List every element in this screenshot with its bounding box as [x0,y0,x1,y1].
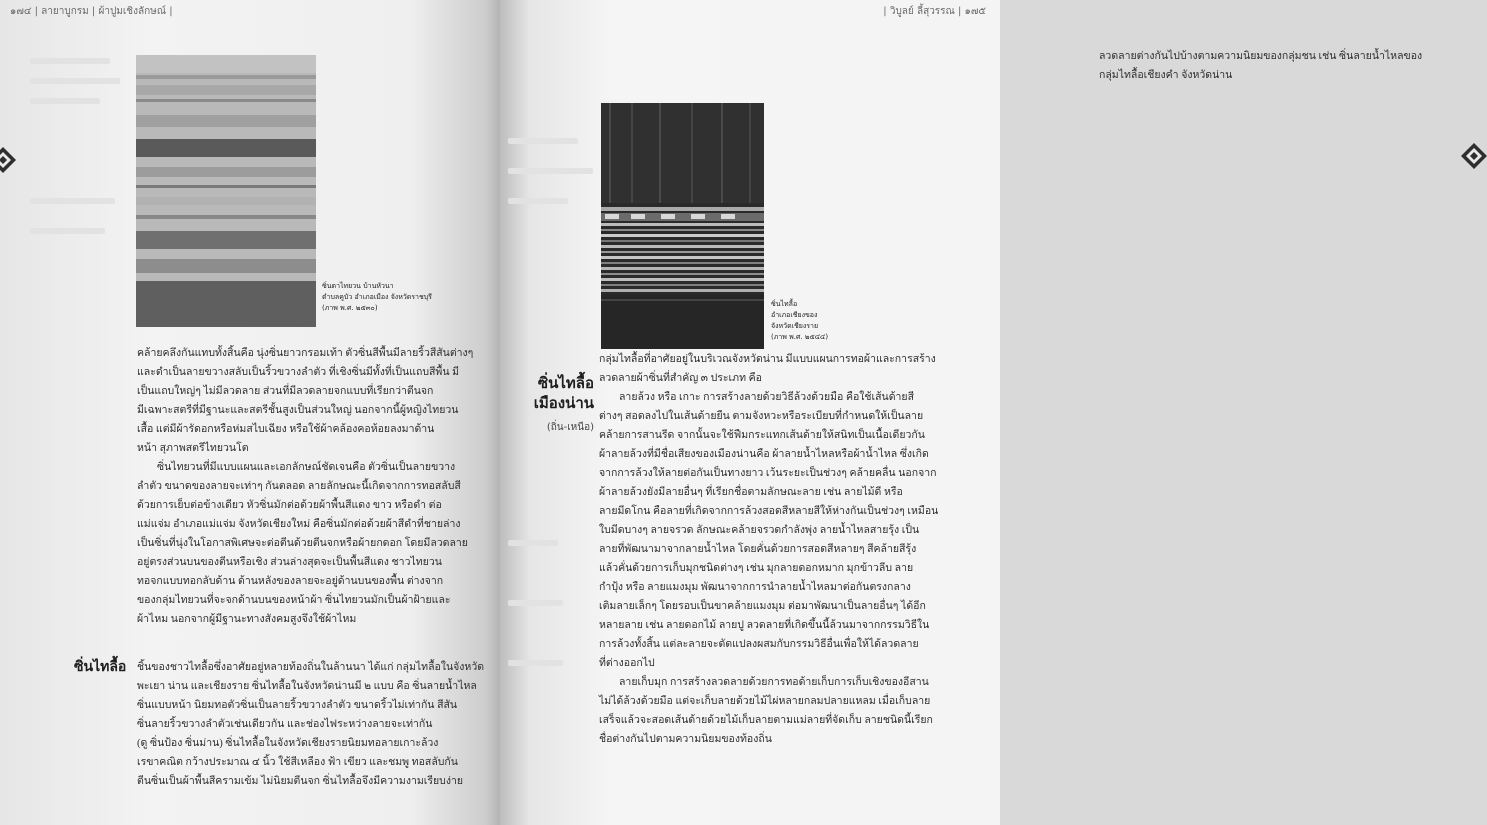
body-line: หน้า สุภาพสตรีไทยวนโต [137,443,249,454]
body-line: เสร็จแล้วจะสอดเส้นด้ายด้วยไม้เก็บลายตามแม่ลายที่จัดเก็บ ลายชนิดนี้เรียก [599,715,933,726]
show-through-text [30,58,110,64]
body-line: ของกลุ่มไทยวนที่จะจกด้านบนของหน้าผ้า ซิ่นไทยวนมักเป็นผ้าฝ้ายและ [137,595,451,606]
photo-caption-left [322,281,432,314]
body-line: (ดู ซิ่นป้อง ซิ่นม่าน) ซิ่นไทลื้อในจังหวัดเชียงรายนิยมทอลายเกาะล้วง [137,738,439,749]
caption-line: อำเภอเชียงของ [771,311,818,319]
caption-line: ตำบลคูบัว อำเภอเมือง จังหวัดราชบุรี [322,293,432,301]
body-line: แม่แจ่ม อำเภอแม่แจ่ม จังหวัดเชียงใหม่ คือซิ่นมักต่อด้วยผ้าสีดำที่ชายล่าง [137,519,461,530]
body-line: ต่างๆ สอดลงไปในเส้นด้ายยืน ตามจังหวะหรือระเบียบที่กำหนดให้เป็นลาย [599,411,924,422]
body-line: ด้วยการเย็บต่อข้างเดียว หัวซิ่นมักต่อด้วยผ้าพื้นสีแดง ขาว หรือดำ ต่อ [137,500,442,511]
show-through-text [30,198,115,204]
left-running-head: ๑๗๔ | ลายาบูกรม | ผ้าปูมเชิงลักษณ์ | [10,6,173,17]
body-line: เติมลายเล็กๆ โดยรอบเป็นขาคล้ายแมงมุม ต่อมาพัฒนาเป็นลายอื่นๆ ได้อีก [599,601,926,612]
body-line: ซิ่นลายริ้วขวางลำตัวเช่นเดียวกัน และช่องไฟระหว่างลายจะเท่ากัน [137,719,433,730]
heading-line: เมืองน่าน [533,394,594,412]
body-line: คล้ายคลึงกันแทบทั้งสิ้นคือ นุ่งซิ่นยาวกรอมเท้า ตัวซิ่นสีพื้นมีลายริ้วสีสันต่างๆ [137,348,474,359]
body-line: กำปุ้ง หรือ ลายแมงมุม พัฒนาจากการนำลายน้ำไหลมาต่อกันตรงกลาง [599,582,911,593]
body-line: ไม่ได้ล้วงด้วยมือ แต่จะเก็บลายด้วยไม้ไผ่หลายกลมปลายแหลม เมื่อเก็บลาย [599,696,931,707]
show-through-text [508,198,568,204]
body-line: ใบมีดบางๆ ลายจรวด ลักษณะคล้ายจรวดกำลังพุ่ง ลายน้ำไหลสายรุ้ง เป็น [599,525,920,536]
body-line: ตีนซิ่นเป็นผ้าพื้นสีครามเข้ม ไม่นิยมตีนจก ซิ่นไทลื้อจึงมีความงามเรียบง่าย [137,776,464,787]
body-line: อยู่ตรงส่วนบนของตีนหรือเชิง ส่วนล่างสุดจะเป็นพื้นสีแดง ชาวไทยวน [137,557,442,568]
section-heading-tai-lue-nan [514,373,594,413]
right-running-head: | วิบูลย์ ลี้สุวรรณ | ๑๗๕ [883,6,986,17]
show-through-text [508,540,558,546]
chapter-ornament-icon [1461,143,1487,169]
caption-line: ซิ่นตาไทยวน บ้านหัวนา [322,282,394,290]
body-line: ซิ่นไทยวนที่มีแบบแผนและเอกลักษณ์ชัดเจนคือ ตัวซิ่นเป็นลายขวาง [157,462,456,473]
body-line: แล้วคั่นด้วยการเก็บมุกชนิดต่างๆ เช่น มุกลายดอกหมาก มุกข้าวลีบ ลาย [599,563,914,574]
body-line: ทอจกแบบทอกลับด้าน ด้านหลังของลายจะอยู่ด้านบนของพื้น ต่างจาก [137,576,444,587]
body-line: ลวดลายผ้าซิ่นที่สำคัญ ๓ ประเภท คือ [599,373,762,384]
left-body-text-2 [137,658,485,791]
section-heading-tai-lue: ซิ่นไทลื้อ [74,659,127,675]
caption-line: (ภาพ พ.ศ. ๒๕๓๐) [322,304,378,312]
body-line: เสื้อ แต่มีผ้ารัดอกหรือห่มสไบเฉียง หรือใช้ผ้าคล้องคอห้อยลงมาด้าน [137,424,435,435]
section-subheading: (ถิ่น-เหนือ) [546,422,594,433]
body-line: ผ้าลายล้วงยังมีลายอื่นๆ ที่เรียกชื่อตามลักษณะลาย เช่น ลายไม้ดี หรือ [599,487,903,498]
striped-textile-image [136,55,316,327]
body-line: ลายเก็บมุก การสร้างลวดลายด้วยการทอด้ายเก็บการเก็บเชิงของอีสาน [619,677,929,688]
body-line: ชื่อต่างกันไปตามความนิยมของท้องถิ่น [599,734,772,745]
body-line: ลวดลายต่างกันไปบ้างตามความนิยมของกลุ่มชน เช่น ซิ่นลายน้ำไหลของ [1099,51,1423,62]
body-line: เป็นซิ่นที่นุ่งในโอกาสพิเศษจะต่อตีนด้วยตีนจกหรือผ้ายกดอก โดยมีลวดลาย [137,538,468,549]
caption-line: จังหวัดเชียงราย [771,322,819,330]
right-body-text [599,350,949,749]
show-through-text [30,78,120,84]
caption-line: (ภาพ พ.ศ. ๒๕๔๔) [771,333,829,341]
show-through-text [508,168,593,174]
show-through-text [508,600,563,606]
body-line: ลายมีดโกน คือลายที่เกิดจากการล้วงสอดสีหลายสีให้ห่างกันเป็นช่วงๆ เหมือน [599,506,939,517]
textile-photo-tai-yuan [136,55,316,327]
show-through-text [30,98,100,104]
body-line: การล้วงทั้งสิ้น แต่ละลายจะดัดแปลงผสมกับกรรมวิธีอื่นเพื่อให้ได้ลวดลาย [599,639,919,650]
body-line: และดำเป็นลายขวางสลับเป็นริ้วขวางลำตัว ที่เชิงซิ่นมีทั้งที่เป็นแถบสีพื้น มี [137,367,460,378]
body-line: ชิ้นของชาวไทลื้อซึ่งอาศัยอยู่หลายท้องถิ่นในล้านนา ได้แก่ กลุ่มไทลื้อในจังหวัด [137,662,485,673]
show-through-text [508,138,578,144]
textile-photo-tai-lue [601,103,764,349]
body-line: กลุ่มไทลื้อเชียงคำ จังหวัดน่าน [1099,70,1233,81]
chapter-ornament-icon [0,147,16,173]
caption-line: ซิ่นไทลื้อ [771,300,798,308]
body-line: จากการล้วงให้ลายต่อกันเป็นทางยาว เว้นระยะเป็นช่วงๆ คล้ายคลื่น นอกจาก [599,468,937,479]
left-page [0,0,500,825]
body-line: มีเฉพาะสตรีที่มีฐานะและสตรีชั้นสูงเป็นส่วนใหญ่ นอกจากนี้ผู้หญิงไทยวน [137,405,459,416]
body-line: ลายล้วง หรือ เกาะ การสร้างลายด้วยวิธีล้วงด้วยมือ คือใช้เส้นด้ายสี [619,392,914,403]
heading-line: ซิ่นไทลื้อ [537,374,594,392]
body-line: ลายที่พัฒนามาจากลายน้ำไหล โดยคั่นด้วยการสอดสีหลายๆ สีคล้ายสีรุ้ง [599,544,917,555]
body-line: พะเยา น่าน และเชียงราย ซิ่นไทลื้อในจังหวัดน่านมี ๒ แบบ คือ ซิ่นลายน้ำไหล [137,681,477,692]
photo-caption-right [771,299,828,343]
body-line: ผ้าลายล้วงที่มีชื่อเสียงของเมืองน่านคือ ผ้าลายน้ำไหลหรือผ้าน้ำไหล ซึ่งเกิด [599,449,929,460]
left-body-text [137,344,474,629]
body-line: ลำตัว ขนาดของลายจะเท่าๆ กันตลอด ลายลักษณะนี้เกิดจากการทอสลับสี [137,481,461,492]
show-through-text [30,228,105,234]
right-intro-text [1099,47,1449,85]
body-line: ที่ต่างออกไป [599,658,655,669]
body-line: กลุ่มไทลื้อที่อาศัยอยู่ในบริเวณจังหวัดน่าน มีแบบแผนการทอผ้าและการสร้าง [599,354,936,365]
show-through-text [508,660,563,666]
body-line: ซิ่นแบบหน้า นิยมทอตัวซิ่นเป็นลายริ้วขวางลำตัว ขนาดริ้วไม่เท่ากัน สีสัน [137,700,458,711]
tai-lue-skirt-image [601,103,764,349]
body-line: เรขาคณิต กว้างประมาณ ๔ นิ้ว ใช้สีเหลือง ฟ้า เขียว และชมพู ทอสลับกัน [137,757,458,768]
body-line: หลายลาย เช่น ลายดอกไม้ ลายปู ลวดลายที่เกิดขึ้นนี้ล้วนมาจากกรรมวิธีใน [599,620,930,631]
body-line: คล้ายการสานรีด จากนั้นจะใช้ฟืมกระแทกเส้นด้ายให้สนิทเป็นเนื้อเดียวกัน [599,430,925,441]
body-line: เป็นแถบใหญ่ๆ ไม่มีลวดลาย ส่วนที่มีลวดลายจกแบบที่เรียกว่าตีนจก [137,386,434,397]
body-line: ผ้าไหม นอกจากผู้มีฐานะทางสังคมสูงจึงใช้ผ้าไหม [137,614,357,625]
